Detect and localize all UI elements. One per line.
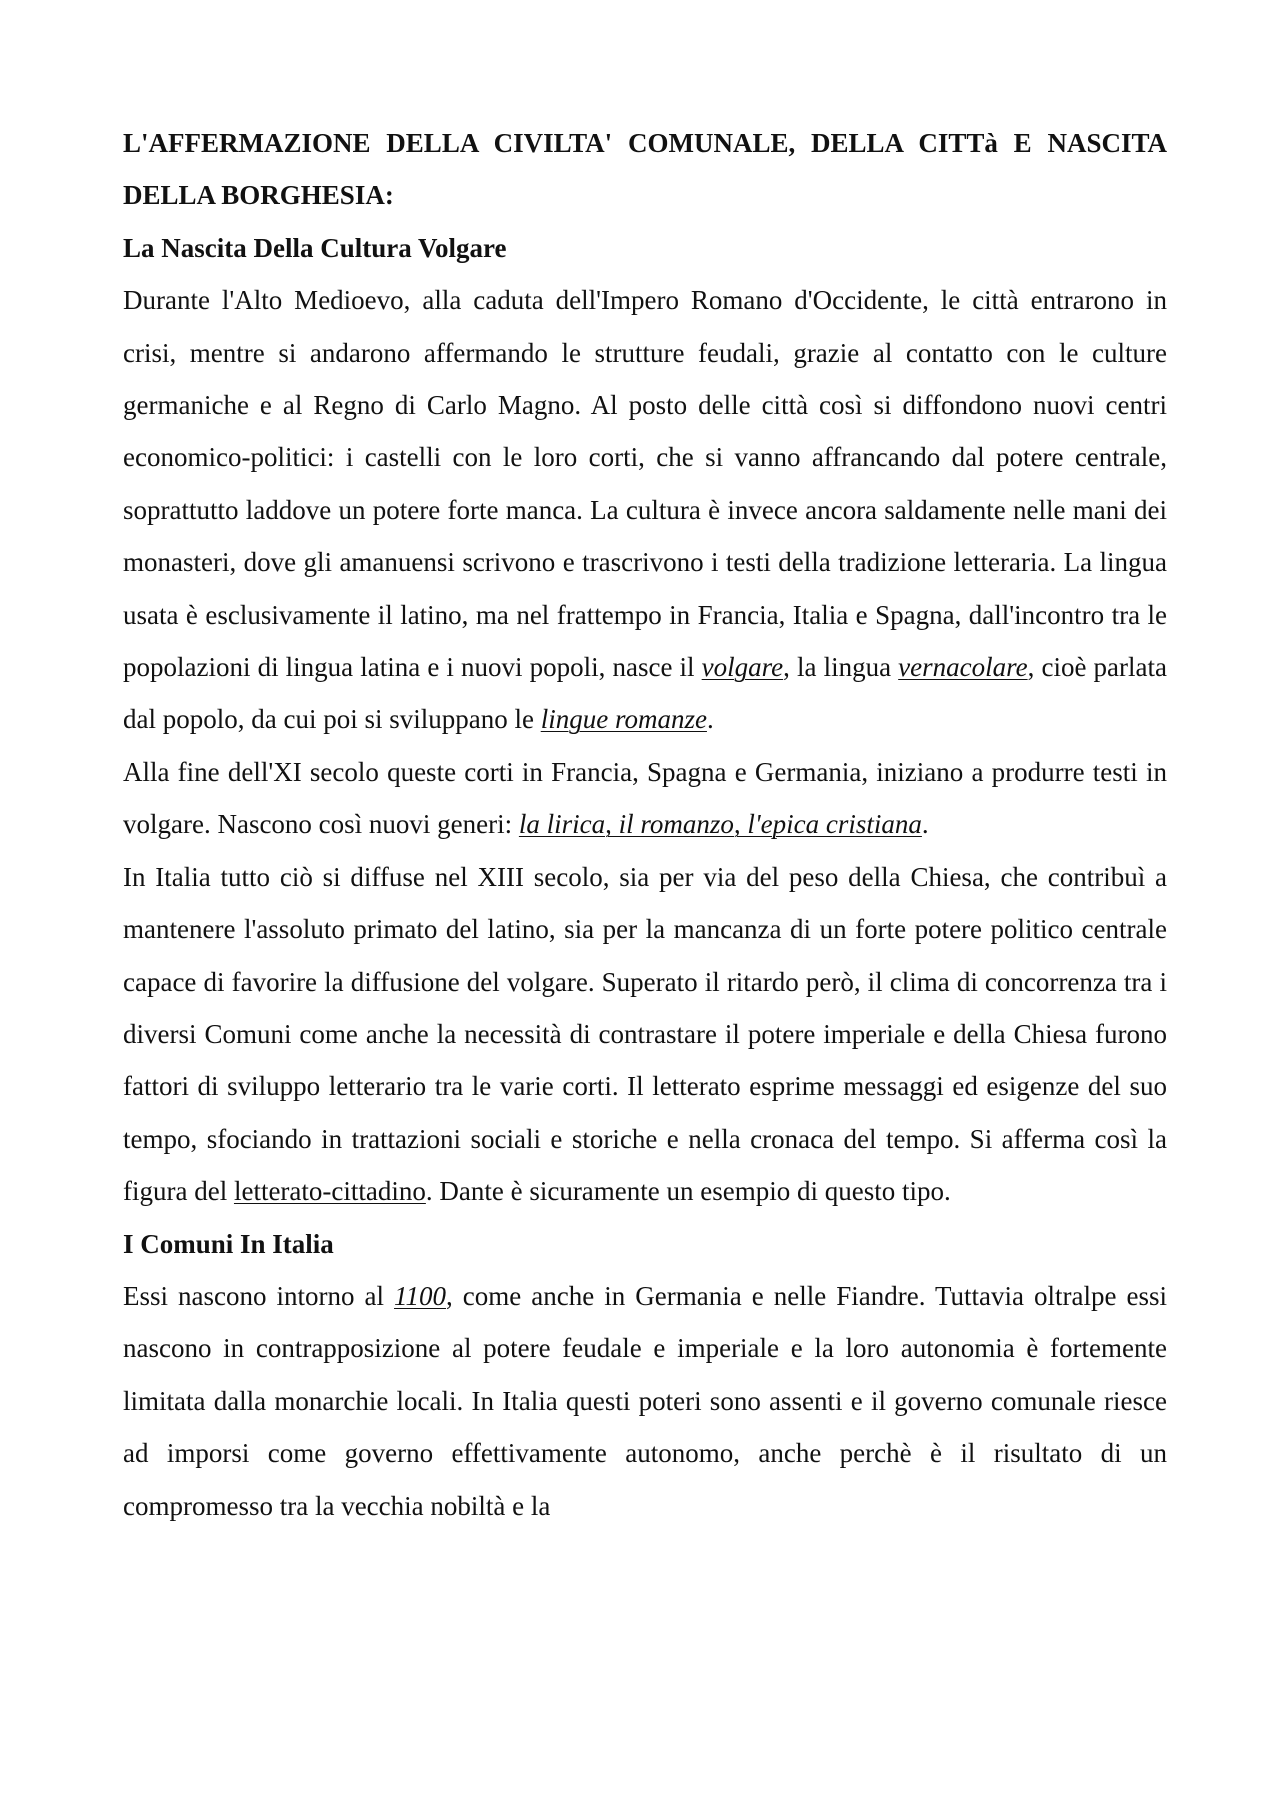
term-lingue-romanze: lingue romanze: [540, 704, 707, 735]
text-run: .: [706, 704, 714, 735]
term-volgare: volgare: [701, 652, 784, 683]
paragraph-italia-xiii-secolo: [123, 851, 1167, 1218]
text-run: Essi nascono intorno al: [123, 1280, 395, 1311]
term-1100: 1100: [394, 1280, 447, 1311]
text-run: Alla fine dell'XI secolo queste corti in Francia, Spagna e Germania, iniziano a produrre testi in volgare. Nascono così nuovi generi:: [123, 756, 1167, 840]
document-page: [123, 117, 1167, 1532]
document-title: L'AFFERMAZIONE DELLA CIVILTA' COMUNALE, DELLA CITTà E NASCITA DELLA BORGHESIA:: [123, 128, 1167, 211]
term-letterato-cittadino: letterato-cittadino: [233, 1176, 426, 1207]
text-run: .: [921, 809, 929, 840]
text-run: , la lingua: [783, 652, 899, 683]
text-run: Durante l'Alto Medioevo, alla caduta dell'Impero Romano d'Occidente, le città entrarono in crisi, mentre si andarono affermando le strutture feudali, grazie al contatto con le culture germaniche e al Regno di Carlo Magno. Al posto delle città così si diffondono nuovi centri economico-politici: i castelli con le loro corti, che si vanno affrancando dal potere centrale, soprattutto laddove un potere forte manca. La cultura è invece ancora saldamente nelle mani dei monasteri, dove gli amanuensi scrivono e trascrivono i testi della tradizione letteraria. La lingua usata è esclusivamente il latino, ma nel frattempo in Francia, Italia e Spagna, dall'incontro tra le popolazioni di lingua latina e i nuovi popoli, nasce il: [123, 285, 1167, 683]
text-run: , cioè parlata dal popolo, da cui poi si sviluppano le: [123, 652, 1167, 735]
text-run: In Italia tutto ciò si diffuse nel XIII secolo, sia per via del peso della Chiesa, che contribuì a mantenere l'assoluto primato del latino, sia per la mancanza di un forte potere politico centrale capace di favorire la diffusione del volgare. Superato il ritardo però, il clima di concorrenza tra i diversi Comuni come anche la necessità di contrastare il potere imperiale e della Chiesa furono fattori di sviluppo letterario tra le varie corti. Il letterato esprime messaggi ed esigenze del suo tempo, sfociando in trattazioni sociali e storiche e nella cronaca del tempo. Si afferma così la figura del: [123, 861, 1167, 1207]
paragraph-xi-secolo: [123, 746, 1167, 851]
term-nuovi-generi: la lirica, il romanzo, l'epica cristiana: [518, 809, 922, 840]
paragraph-alto-medioevo: [123, 274, 1167, 746]
section-heading-cultura-volgare: La Nascita Della Cultura Volgare: [123, 232, 507, 263]
text-run: . Dante è sicuramente un esempio di questo tipo.: [425, 1176, 951, 1207]
text-run: , come anche in Germania e nelle Fiandre. Tuttavia oltralpe essi nascono in contrapposizione al potere feudale e imperiale e la loro autonomia è fortemente limitata dalla monarchie locali. In Italia questi poteri sono assenti e il governo comunale riesce ad imporsi come governo effettivamente autonomo, anche perchè è il risultato di un compromesso tra la vecchia nobiltà e la: [123, 1280, 1167, 1521]
term-vernacolare: vernacolare: [898, 652, 1028, 683]
section-heading-comuni-italia: I Comuni In Italia: [123, 1228, 334, 1259]
paragraph-comuni: [123, 1270, 1167, 1532]
